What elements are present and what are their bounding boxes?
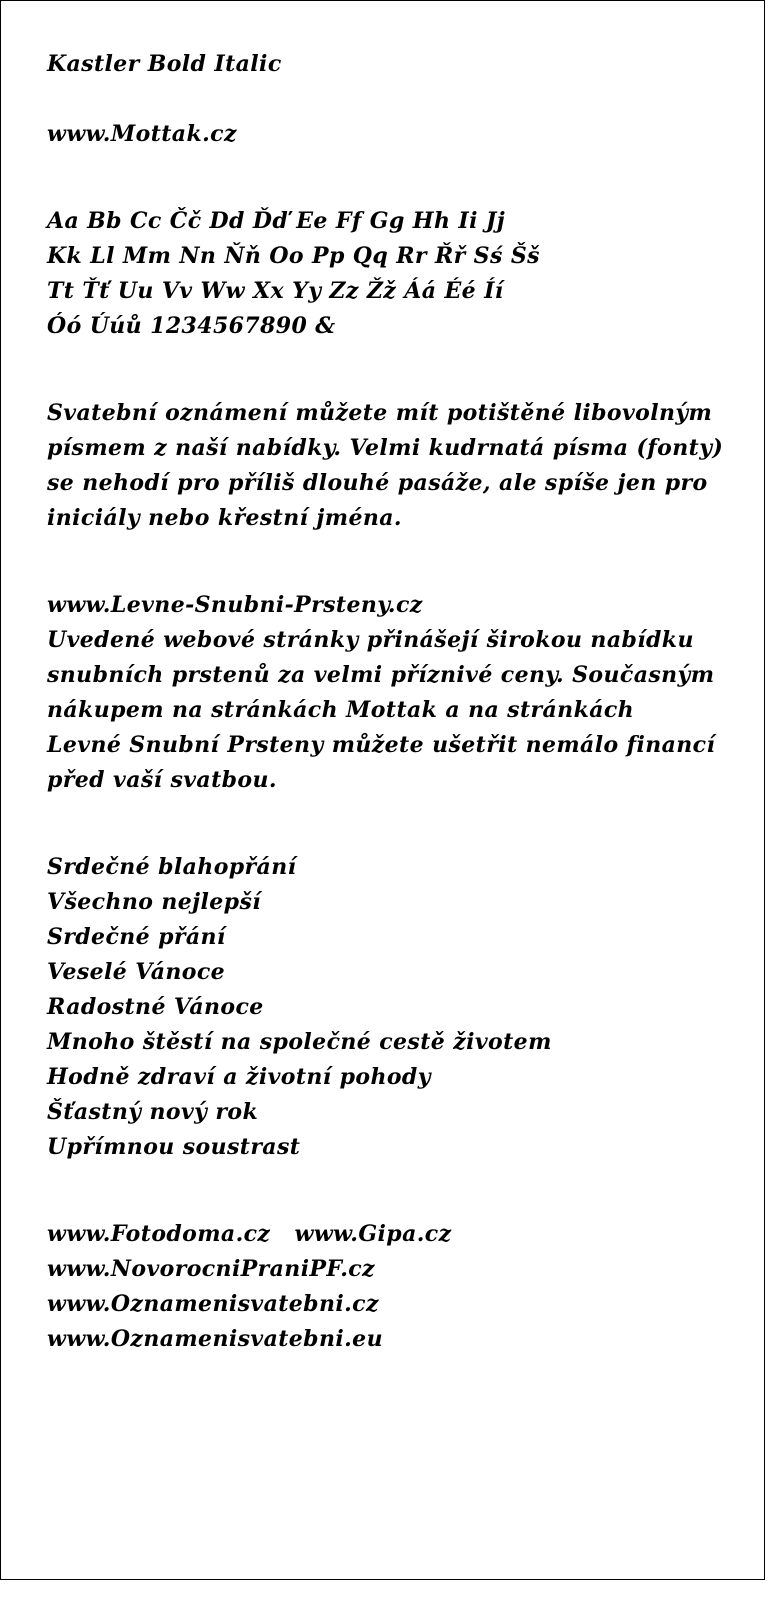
links-list: [47, 1217, 734, 1357]
paragraph-line: nákupem na stránkách Mottak a na stránkách: [47, 697, 635, 723]
paragraph-line: písmem z naší nabídky. Velmi kudrnatá písma (fonty): [47, 435, 724, 461]
greeting-item: Všechno nejlepší: [47, 889, 262, 915]
greeting-item: Mnoho štěstí na společné cestě životem: [47, 1029, 552, 1055]
alphabet-line: Tt Ťť Uu Vv Ww Xx Yy Zz Žž Áá Éé Íí: [47, 278, 504, 304]
paragraph-line: před vaší svatbou.: [47, 767, 277, 793]
paragraph-line: se nehodí pro příliš dlouhé pasáže, ale spíše jen pro: [47, 470, 708, 496]
greeting-item: Šťastný nový rok: [47, 1099, 259, 1125]
paragraph-wedding-announcements: [47, 396, 734, 536]
greeting-item: Radostné Vánoce: [47, 994, 264, 1020]
site-url: www.Mottak.cz: [47, 121, 237, 147]
paragraph-line: Levné Snubní Prsteny můžete ušetřit nemálo financí: [47, 732, 716, 758]
link-line: www.Oznamenisvatebni.eu: [47, 1326, 383, 1352]
paragraph-line: Svatební oznámení můžete mít potištěné libovolným: [47, 400, 713, 426]
link-line: www.NovorocniPraniPF.cz: [47, 1256, 375, 1282]
font-title: Kastler Bold Italic: [47, 51, 282, 77]
greeting-item: Srdečné přání: [47, 924, 226, 950]
greeting-item: Veselé Vánoce: [47, 959, 226, 985]
spacer: [47, 152, 734, 204]
link-line: www.Oznamenisvatebni.cz: [47, 1291, 379, 1317]
paragraph-line: iniciály nebo křestní jména.: [47, 505, 402, 531]
paragraph-wedding-rings: [47, 588, 734, 798]
paragraph-line: snubních prstenů za velmi příznivé ceny. Současným: [47, 662, 715, 688]
alphabet-line: Aa Bb Cc Čč Dd Ďď Ee Ff Gg Hh Ii Jj: [47, 208, 506, 234]
spacer: [47, 82, 734, 117]
spacer: [47, 344, 734, 396]
alphabet-line: Óó Úúů 1234567890 &: [47, 313, 336, 339]
spacer: [47, 798, 734, 850]
greeting-item: Srdečné blahopřání: [47, 854, 297, 880]
paragraph-line: Uvedené webové stránky přinášejí širokou nabídku: [47, 627, 694, 653]
spacer: [47, 536, 734, 588]
header-block: [47, 47, 734, 152]
paragraph-line: www.Levne-Snubni-Prsteny.cz: [47, 592, 423, 618]
alphabet-sample: [47, 204, 734, 344]
greeting-item: Hodně zdraví a životní pohody: [47, 1064, 431, 1090]
greeting-item: Upřímnou soustrast: [47, 1134, 301, 1160]
greetings-list: [47, 850, 734, 1165]
spacer: [47, 1165, 734, 1217]
link-line: www.Fotodoma.cz www.Gipa.cz: [47, 1221, 452, 1247]
alphabet-line: Kk Ll Mm Nn Ňň Oo Pp Qq Rr Řř Sś Šš: [47, 243, 540, 269]
